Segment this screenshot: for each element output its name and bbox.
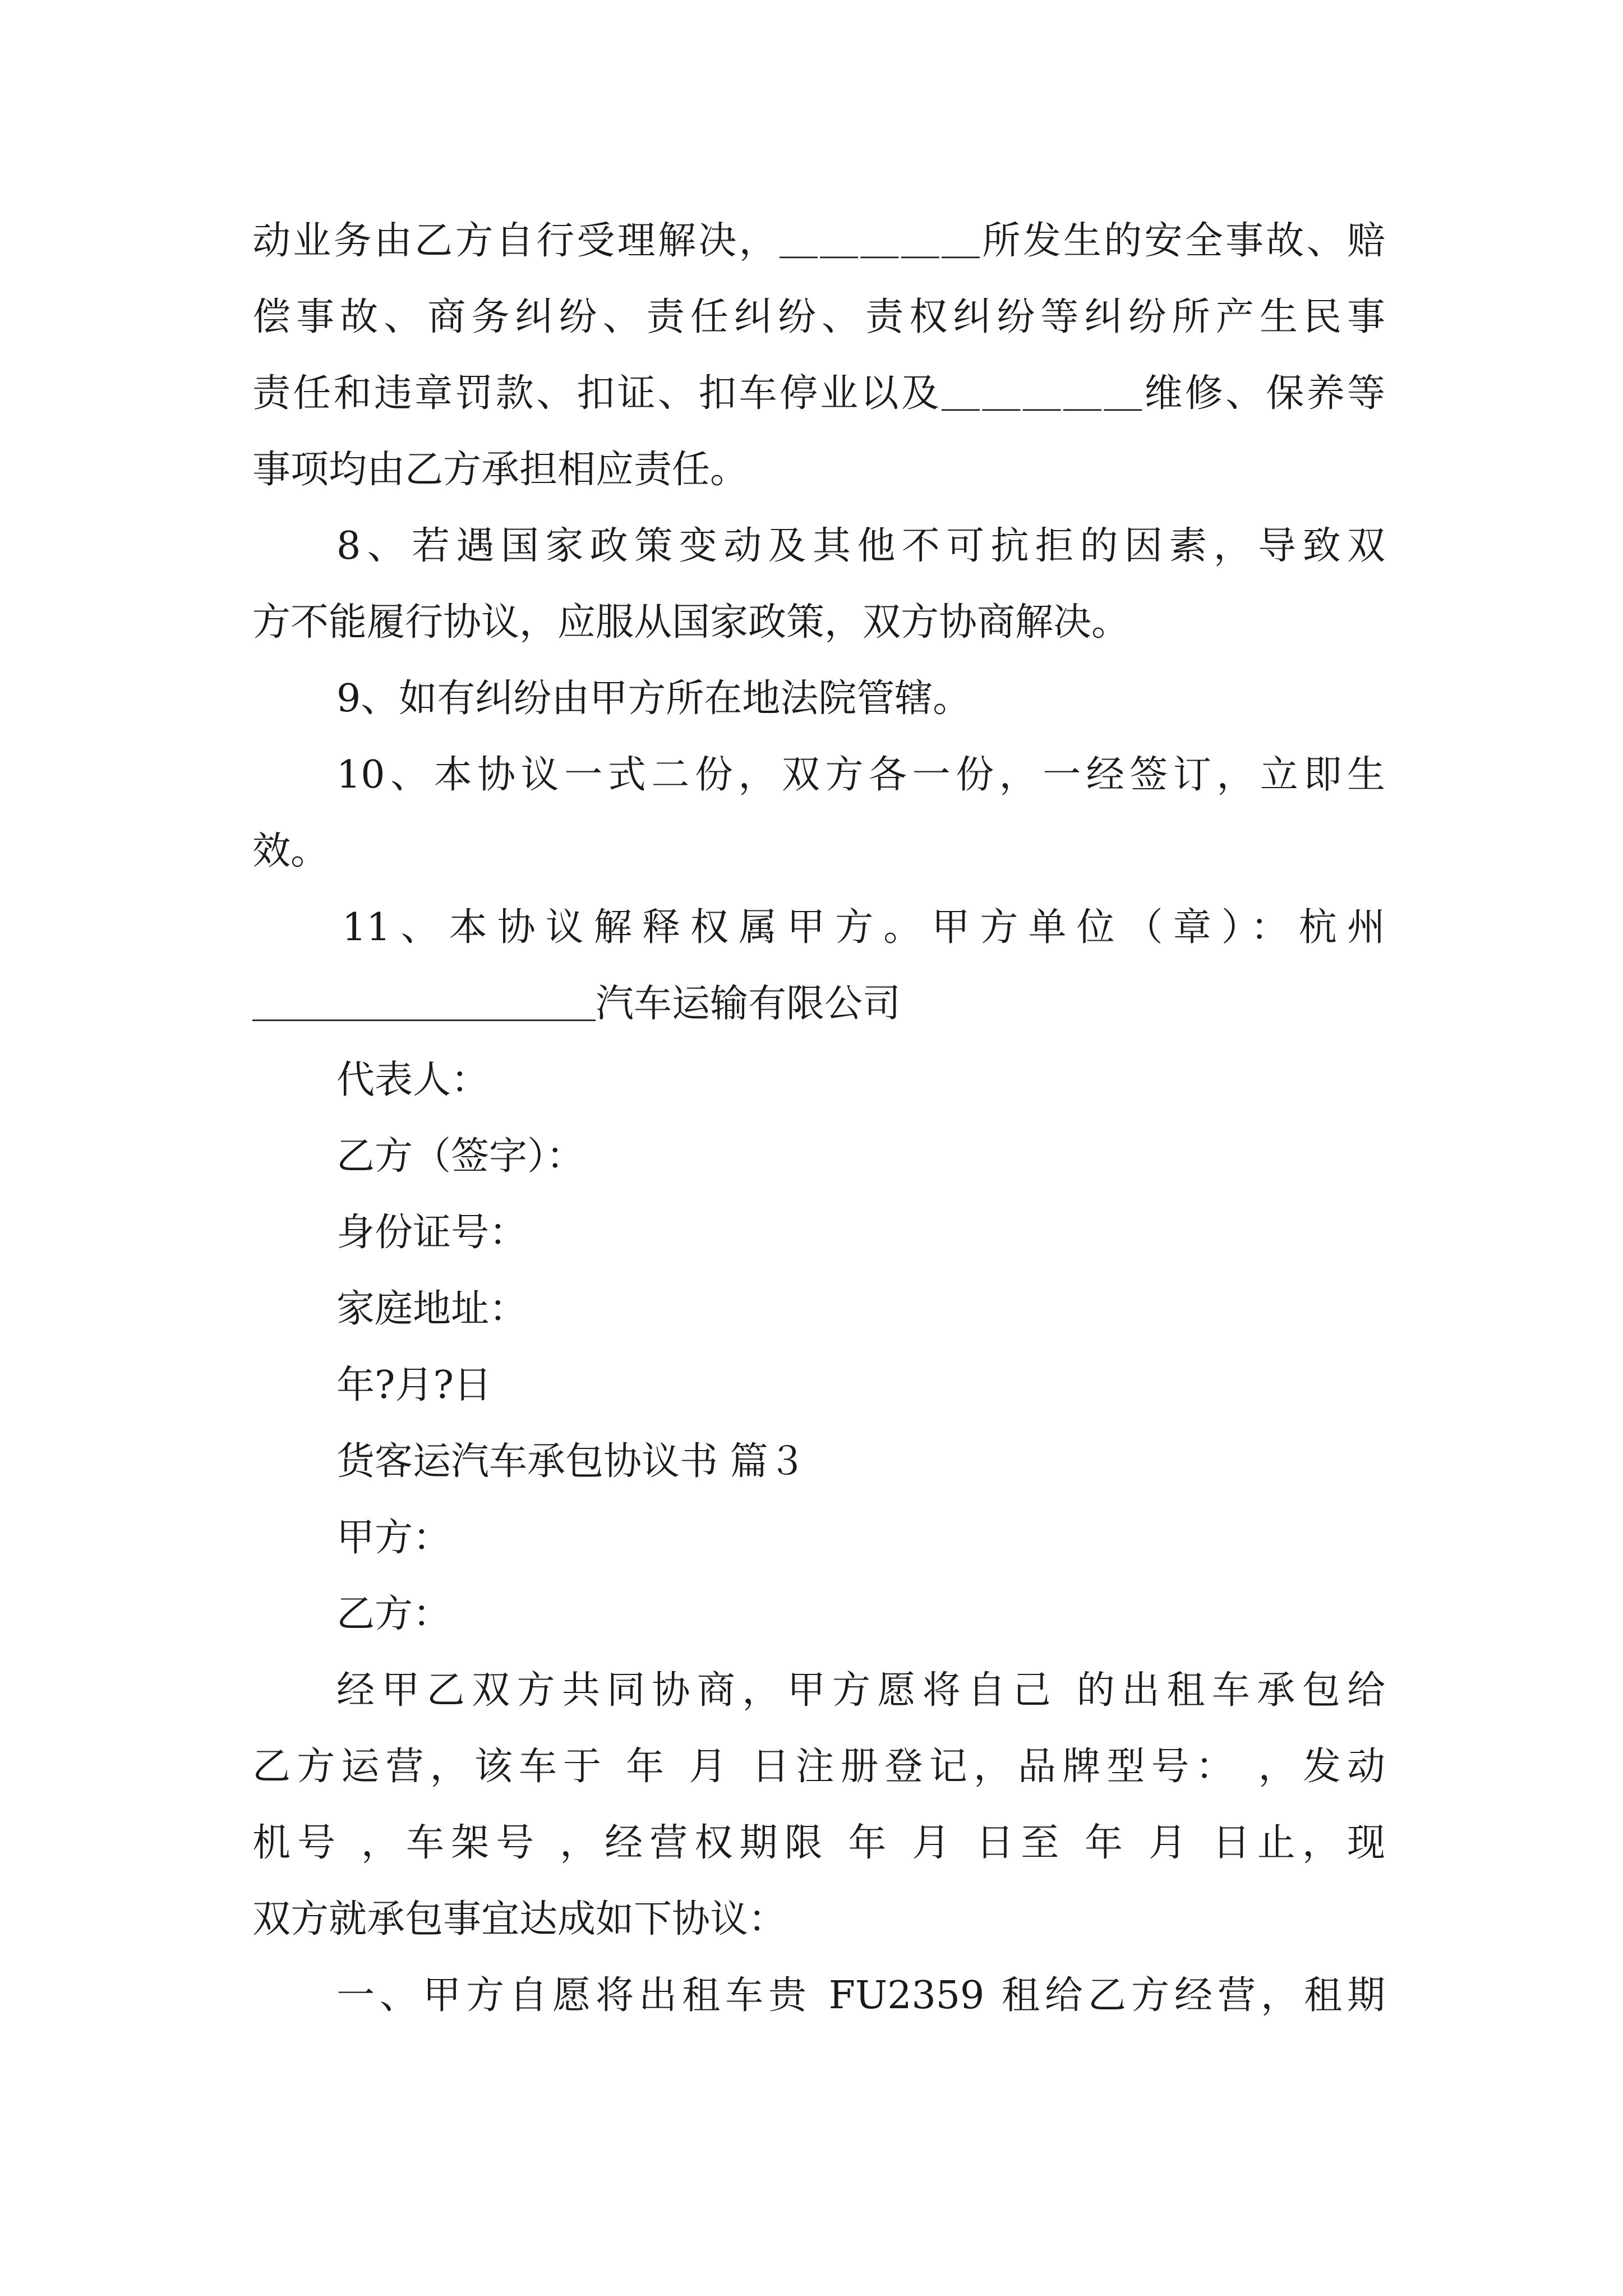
- text-line: 效。: [252, 829, 329, 873]
- text-line: 经甲乙双方共同协商，甲方愿将自己 的出租车承包给: [336, 1668, 1385, 1713]
- text-line: 双方就承包事宜达成如下协议：: [252, 1897, 787, 1941]
- text-line: ＿＿＿＿＿＿＿＿＿汽车运输有限公司: [252, 982, 901, 1026]
- text-line: 乙方运营，该车于 年 月 日注册登记，品牌型号： ，发动: [252, 1745, 1385, 1789]
- text-line: 机号 ，车架号 ，经营权期限 年 月 日至 年 月 日止，现: [252, 1821, 1385, 1865]
- text-line: 偿事故、商务纠纷、责任纠纷、责权纠纷等纠纷所产生民事: [252, 295, 1385, 339]
- text-line: 动业务由乙方自行受理解决，＿＿＿＿＿所发生的安全事故、赔: [252, 219, 1385, 263]
- text-line: 事项均由乙方承担相应责任。: [252, 448, 749, 492]
- party-a-label: 甲方：: [336, 1516, 451, 1560]
- text-line: 9、如有纠纷由甲方所在地法院管辖。: [336, 677, 971, 721]
- signature-field-party-b: 乙方（签字）：: [336, 1134, 585, 1179]
- signature-field-representative: 代表人：: [336, 1058, 490, 1102]
- text-line: 一、甲方自愿将出租车贵 FU2359 租给乙方经营，租期: [336, 1973, 1385, 2018]
- text-line: 11、本协议解释权属甲方。甲方单位（章）：杭州: [342, 905, 1385, 950]
- text-line: 责任和违章罚款、扣证、扣车停业以及＿＿＿＿＿维修、保养等: [252, 371, 1385, 416]
- text-line: 10、本协议一式二份，双方各一份，一经签订，立即生: [336, 753, 1385, 797]
- text-line: 方不能履行协议，应服从国家政策，双方协商解决。: [252, 600, 1130, 645]
- section-heading: 货客运汽车承包协议书 篇３: [336, 1439, 806, 1484]
- signature-field-id-number: 身份证号：: [336, 1211, 528, 1255]
- party-b-label: 乙方：: [336, 1592, 451, 1636]
- text-line: 8、若遇国家政策变动及其他不可抗拒的因素，导致双: [336, 524, 1385, 568]
- signature-field-date: 年?月?日: [336, 1363, 492, 1407]
- signature-field-address: 家庭地址：: [336, 1287, 528, 1331]
